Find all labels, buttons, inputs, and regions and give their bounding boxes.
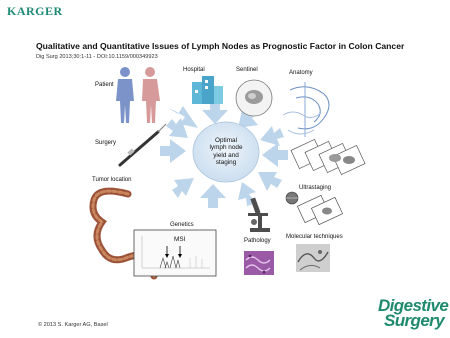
sentinel-graphic	[236, 80, 272, 116]
label-msi: MSI	[174, 236, 186, 243]
karger-logo: KARGER	[7, 4, 63, 18]
journal-logo-line-1: Digestive	[378, 296, 449, 315]
hub-line-2: lymph node	[209, 144, 243, 152]
arrow-from-right	[262, 143, 288, 167]
slides-stack	[291, 139, 365, 174]
label-tumor-location: Tumor location	[92, 177, 132, 183]
pathology-image	[244, 251, 274, 275]
label-genetics: Genetics	[170, 222, 194, 228]
copyright-text: © 2013 S. Karger AG, Basel	[38, 322, 108, 328]
label-hospital: Hospital	[183, 67, 205, 73]
label-molecular-techniques: Molecular techniques	[286, 234, 343, 240]
hospital-building	[192, 76, 223, 104]
journal-logo-line-2: Surgery	[384, 311, 445, 330]
hub-line-3: yield and	[213, 151, 239, 159]
hub-line-1: Optimal	[214, 137, 238, 144]
arrow-from-left	[160, 139, 186, 163]
hub-line-4: staging	[215, 159, 237, 167]
figure-citation: Dig Surg 2013;30:1-11 - DOI:10.1159/000349923	[36, 54, 158, 60]
label-patient: Patient	[95, 82, 114, 88]
anatomy-graphic	[283, 82, 329, 137]
patient-figures	[116, 67, 160, 123]
label-ultrastaging: Ultrastaging	[299, 185, 332, 191]
ultrastaging-graphic	[286, 192, 343, 225]
hub-label	[197, 137, 255, 167]
label-sentinel: Sentinel	[236, 67, 258, 73]
arrow-from-ultrastaging	[258, 172, 282, 191]
figure-title: Qualitative and Quantitative Issues of Lymph Nodes as Prognostic Factor in Colon Cancer	[36, 41, 405, 51]
arrow-from-anatomy	[260, 126, 284, 146]
surgery-instrument	[120, 124, 166, 165]
label-anatomy: Anatomy	[289, 70, 313, 76]
arrow-from-genetics	[200, 184, 226, 208]
molecular-image	[296, 244, 330, 272]
label-surgery: Surgery	[95, 140, 117, 146]
label-pathology: Pathology	[244, 238, 271, 244]
arrow-from-tumor	[172, 178, 194, 198]
